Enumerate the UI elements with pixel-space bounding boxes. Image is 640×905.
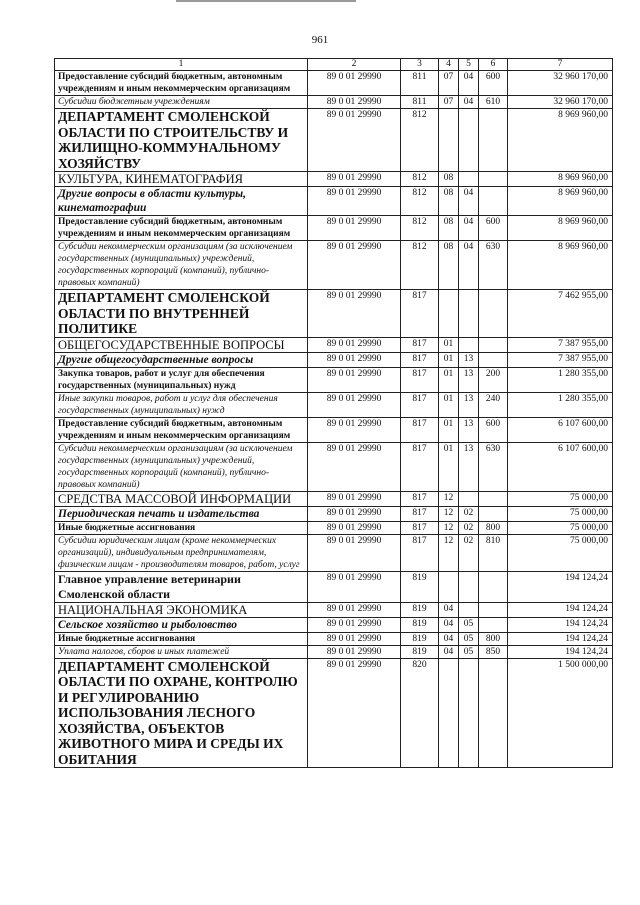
target-code-cell: 89 0 01 29990 — [308, 96, 401, 109]
target-code-cell: 89 0 01 29990 — [308, 392, 401, 417]
row-name-cell: КУЛЬТУРА, КИНЕМАТОГРАФИЯ — [55, 172, 308, 187]
ministry-code-cell: 819 — [401, 602, 439, 617]
amount-cell: 8 969 960,00 — [508, 187, 613, 216]
section-code-cell: 12 — [439, 506, 459, 521]
subsection-code-cell: 13 — [459, 367, 479, 392]
row-name-cell: Предоставление субсидий бюджетным, автономным учреждениям и иным некоммерческим организациям — [55, 216, 308, 241]
ministry-code-cell: 817 — [401, 392, 439, 417]
section-code-cell: 01 — [439, 442, 459, 491]
section-code-cell — [439, 571, 459, 602]
table-row — [55, 109, 613, 172]
amount-cell: 32 960 170,00 — [508, 71, 613, 96]
target-code-cell: 89 0 01 29990 — [308, 216, 401, 241]
row-name-cell: Главное управление ветеринарии Смоленской области — [55, 571, 308, 602]
expense-type-cell — [479, 658, 508, 768]
section-code-cell: 01 — [439, 352, 459, 367]
subsection-code-cell — [459, 290, 479, 338]
table-row — [55, 442, 613, 491]
table-row — [55, 534, 613, 571]
section-code-cell: 04 — [439, 617, 459, 632]
ministry-code-cell: 819 — [401, 571, 439, 602]
ministry-code-cell: 819 — [401, 617, 439, 632]
expense-type-cell: 630 — [479, 241, 508, 290]
target-code-cell: 89 0 01 29990 — [308, 109, 401, 172]
subsection-code-cell: 04 — [459, 71, 479, 96]
section-code-cell: 04 — [439, 645, 459, 658]
expense-type-cell — [479, 506, 508, 521]
target-code-cell: 89 0 01 29990 — [308, 617, 401, 632]
amount-cell: 75 000,00 — [508, 506, 613, 521]
ministry-code-cell: 819 — [401, 645, 439, 658]
row-name-cell: Уплата налогов, сборов и иных платежей — [55, 645, 308, 658]
row-name-cell: Иные бюджетные ассигнования — [55, 521, 308, 534]
target-code-cell: 89 0 01 29990 — [308, 534, 401, 571]
section-code-cell: 01 — [439, 337, 459, 352]
section-code-cell: 01 — [439, 417, 459, 442]
row-name-cell: НАЦИОНАЛЬНАЯ ЭКОНОМИКА — [55, 602, 308, 617]
row-name-cell: Закупка товаров, работ и услуг для обеспечения государственных (муниципальных) нужд — [55, 367, 308, 392]
table-row — [55, 417, 613, 442]
table-row — [55, 352, 613, 367]
target-code-cell: 89 0 01 29990 — [308, 506, 401, 521]
amount-cell: 1 280 355,00 — [508, 367, 613, 392]
amount-cell: 194 124,24 — [508, 645, 613, 658]
amount-cell: 8 969 960,00 — [508, 172, 613, 187]
row-name-cell: ДЕПАРТАМЕНТ СМОЛЕНСКОЙ ОБЛАСТИ ПО ВНУТРЕННЕЙ ПОЛИТИКЕ — [55, 290, 308, 338]
subsection-code-cell: 02 — [459, 506, 479, 521]
section-code-cell: 12 — [439, 521, 459, 534]
ministry-code-cell: 811 — [401, 71, 439, 96]
table-row — [55, 187, 613, 216]
row-name-cell: СРЕДСТВА МАССОВОЙ ИНФОРМАЦИИ — [55, 491, 308, 506]
ministry-code-cell: 817 — [401, 367, 439, 392]
expense-type-cell: 630 — [479, 442, 508, 491]
section-code-cell: 08 — [439, 216, 459, 241]
amount-cell: 75 000,00 — [508, 491, 613, 506]
target-code-cell: 89 0 01 29990 — [308, 290, 401, 338]
row-name-cell: Другие вопросы в области культуры, кинематографии — [55, 187, 308, 216]
expense-type-cell — [479, 617, 508, 632]
expense-type-cell: 200 — [479, 367, 508, 392]
table-row — [55, 367, 613, 392]
amount-cell: 6 107 600,00 — [508, 417, 613, 442]
subsection-code-cell: 05 — [459, 617, 479, 632]
ministry-code-cell: 817 — [401, 491, 439, 506]
target-code-cell: 89 0 01 29990 — [308, 367, 401, 392]
section-code-cell: 12 — [439, 491, 459, 506]
header-cell: 7 — [508, 59, 613, 71]
table-row — [55, 96, 613, 109]
target-code-cell: 89 0 01 29990 — [308, 241, 401, 290]
subsection-code-cell — [459, 658, 479, 768]
expense-type-cell — [479, 290, 508, 338]
section-code-cell: 08 — [439, 241, 459, 290]
table-row — [55, 617, 613, 632]
table-row — [55, 506, 613, 521]
table-row — [55, 491, 613, 506]
amount-cell: 8 969 960,00 — [508, 109, 613, 172]
table-body — [55, 59, 613, 768]
amount-cell: 6 107 600,00 — [508, 442, 613, 491]
ministry-code-cell: 817 — [401, 352, 439, 367]
ministry-code-cell: 819 — [401, 632, 439, 645]
table-header-row — [55, 59, 613, 71]
section-code-cell — [439, 109, 459, 172]
expense-type-cell: 810 — [479, 534, 508, 571]
page-number: 961 — [311, 34, 329, 46]
subsection-code-cell: 05 — [459, 645, 479, 658]
table-row — [55, 632, 613, 645]
expense-type-cell — [479, 172, 508, 187]
section-code-cell: 07 — [439, 71, 459, 96]
target-code-cell: 89 0 01 29990 — [308, 71, 401, 96]
table-row — [55, 71, 613, 96]
expense-type-cell: 240 — [479, 392, 508, 417]
ministry-code-cell: 812 — [401, 216, 439, 241]
section-code-cell: 12 — [439, 534, 459, 571]
table-row — [55, 571, 613, 602]
amount-cell: 8 969 960,00 — [508, 216, 613, 241]
subsection-code-cell: 13 — [459, 392, 479, 417]
expense-type-cell — [479, 337, 508, 352]
amount-cell: 194 124,24 — [508, 617, 613, 632]
subsection-code-cell: 02 — [459, 534, 479, 571]
ministry-code-cell: 817 — [401, 442, 439, 491]
budget-table — [54, 58, 613, 768]
section-code-cell: 01 — [439, 367, 459, 392]
table-row — [55, 392, 613, 417]
amount-cell: 7 387 955,00 — [508, 337, 613, 352]
row-name-cell: ОБЩЕГОСУДАРСТВЕННЫЕ ВОПРОСЫ — [55, 337, 308, 352]
subsection-code-cell: 04 — [459, 216, 479, 241]
row-name-cell: Субсидии юридическим лицам (кроме некоммерческих организаций), индивидуальным предпринимателям, физическим лицам - производителям товаров, работ, услуг — [55, 534, 308, 571]
subsection-code-cell — [459, 491, 479, 506]
subsection-code-cell — [459, 337, 479, 352]
table-row — [55, 290, 613, 338]
table-row — [55, 645, 613, 658]
amount-cell: 194 124,24 — [508, 571, 613, 602]
expense-type-cell — [479, 491, 508, 506]
target-code-cell: 89 0 01 29990 — [308, 602, 401, 617]
section-code-cell: 07 — [439, 96, 459, 109]
row-name-cell: Иные бюджетные ассигнования — [55, 632, 308, 645]
row-name-cell: Субсидии некоммерческим организациям (за исключением государственных (муниципальных) учреждений, государственных корпораций (компаний), публично-правовых компаний) — [55, 241, 308, 290]
subsection-code-cell: 04 — [459, 187, 479, 216]
section-code-cell: 01 — [439, 392, 459, 417]
row-name-cell: Субсидии бюджетным учреждениям — [55, 96, 308, 109]
table-row — [55, 172, 613, 187]
amount-cell: 75 000,00 — [508, 521, 613, 534]
ministry-code-cell: 811 — [401, 96, 439, 109]
subsection-code-cell — [459, 109, 479, 172]
target-code-cell: 89 0 01 29990 — [308, 571, 401, 602]
amount-cell: 194 124,24 — [508, 632, 613, 645]
ministry-code-cell: 812 — [401, 241, 439, 290]
subsection-code-cell: 04 — [459, 241, 479, 290]
ministry-code-cell: 812 — [401, 187, 439, 216]
ministry-code-cell: 817 — [401, 521, 439, 534]
subsection-code-cell: 13 — [459, 442, 479, 491]
amount-cell: 8 969 960,00 — [508, 241, 613, 290]
target-code-cell: 89 0 01 29990 — [308, 417, 401, 442]
header-cell: 5 — [459, 59, 479, 71]
target-code-cell: 89 0 01 29990 — [308, 187, 401, 216]
section-code-cell: 08 — [439, 172, 459, 187]
row-name-cell: ДЕПАРТАМЕНТ СМОЛЕНСКОЙ ОБЛАСТИ ПО СТРОИТЕЛЬСТВУ И ЖИЛИЩНО-КОММУНАЛЬНОМУ ХОЗЯЙСТВУ — [55, 109, 308, 172]
target-code-cell: 89 0 01 29990 — [308, 352, 401, 367]
row-name-cell: Сельское хозяйство и рыболовство — [55, 617, 308, 632]
row-name-cell: Предоставление субсидий бюджетным, автономным учреждениям и иным некоммерческим организациям — [55, 71, 308, 96]
target-code-cell: 89 0 01 29990 — [308, 172, 401, 187]
ministry-code-cell: 817 — [401, 534, 439, 571]
amount-cell: 32 960 170,00 — [508, 96, 613, 109]
ministry-code-cell: 817 — [401, 417, 439, 442]
amount-cell: 1 280 355,00 — [508, 392, 613, 417]
expense-type-cell: 850 — [479, 645, 508, 658]
row-name-cell: Иные закупки товаров, работ и услуг для обеспечения государственных (муниципальных) нужд — [55, 392, 308, 417]
row-name-cell: Субсидии некоммерческим организациям (за исключением государственных (муниципальных) учреждений, государственных корпораций (компаний), публично-правовых компаний) — [55, 442, 308, 491]
subsection-code-cell: 05 — [459, 632, 479, 645]
row-name-cell: ДЕПАРТАМЕНТ СМОЛЕНСКОЙ ОБЛАСТИ ПО ОХРАНЕ, КОНТРОЛЮ И РЕГУЛИРОВАНИЮ ИСПОЛЬЗОВАНИЯ ЛЕСНОГО ХОЗЯЙСТВА, ОБЪЕКТОВ ЖИВОТНОГО МИРА И СРЕДЫ ИХ ОБИТАНИЯ — [55, 658, 308, 768]
section-code-cell: 08 — [439, 187, 459, 216]
header-cell: 6 — [479, 59, 508, 71]
subsection-code-cell — [459, 602, 479, 617]
table-row — [55, 337, 613, 352]
table-row — [55, 216, 613, 241]
header-cell: 3 — [401, 59, 439, 71]
ministry-code-cell: 817 — [401, 290, 439, 338]
expense-type-cell — [479, 602, 508, 617]
ministry-code-cell: 820 — [401, 658, 439, 768]
expense-type-cell: 600 — [479, 216, 508, 241]
section-code-cell — [439, 658, 459, 768]
target-code-cell: 89 0 01 29990 — [308, 491, 401, 506]
amount-cell: 75 000,00 — [508, 534, 613, 571]
subsection-code-cell — [459, 571, 479, 602]
subsection-code-cell: 02 — [459, 521, 479, 534]
expense-type-cell: 800 — [479, 632, 508, 645]
row-name-cell: Другие общегосударственные вопросы — [55, 352, 308, 367]
target-code-cell: 89 0 01 29990 — [308, 645, 401, 658]
header-cell: 2 — [308, 59, 401, 71]
amount-cell: 194 124,24 — [508, 602, 613, 617]
expense-type-cell: 600 — [479, 417, 508, 442]
expense-type-cell: 600 — [479, 71, 508, 96]
expense-type-cell — [479, 571, 508, 602]
target-code-cell: 89 0 01 29990 — [308, 632, 401, 645]
row-name-cell: Предоставление субсидий бюджетным, автономным учреждениям и иным некоммерческим организациям — [55, 417, 308, 442]
subsection-code-cell: 13 — [459, 417, 479, 442]
subsection-code-cell: 04 — [459, 96, 479, 109]
amount-cell: 1 500 000,00 — [508, 658, 613, 768]
target-code-cell: 89 0 01 29990 — [308, 337, 401, 352]
subsection-code-cell: 13 — [459, 352, 479, 367]
header-cell: 4 — [439, 59, 459, 71]
table-row — [55, 521, 613, 534]
amount-cell: 7 462 955,00 — [508, 290, 613, 338]
ministry-code-cell: 817 — [401, 337, 439, 352]
header-cell: 1 — [55, 59, 308, 71]
ministry-code-cell: 812 — [401, 109, 439, 172]
table-row — [55, 658, 613, 768]
section-code-cell — [439, 290, 459, 338]
expense-type-cell — [479, 109, 508, 172]
section-code-cell: 04 — [439, 632, 459, 645]
target-code-cell: 89 0 01 29990 — [308, 658, 401, 768]
table-row — [55, 602, 613, 617]
section-code-cell: 04 — [439, 602, 459, 617]
table-row — [55, 241, 613, 290]
ministry-code-cell: 817 — [401, 506, 439, 521]
expense-type-cell — [479, 187, 508, 216]
target-code-cell: 89 0 01 29990 — [308, 442, 401, 491]
row-name-cell: Периодическая печать и издательства — [55, 506, 308, 521]
expense-type-cell: 610 — [479, 96, 508, 109]
subsection-code-cell — [459, 172, 479, 187]
ministry-code-cell: 812 — [401, 172, 439, 187]
expense-type-cell — [479, 352, 508, 367]
amount-cell: 7 387 955,00 — [508, 352, 613, 367]
expense-type-cell: 800 — [479, 521, 508, 534]
scan-artifact-line — [176, 0, 356, 2]
target-code-cell: 89 0 01 29990 — [308, 521, 401, 534]
